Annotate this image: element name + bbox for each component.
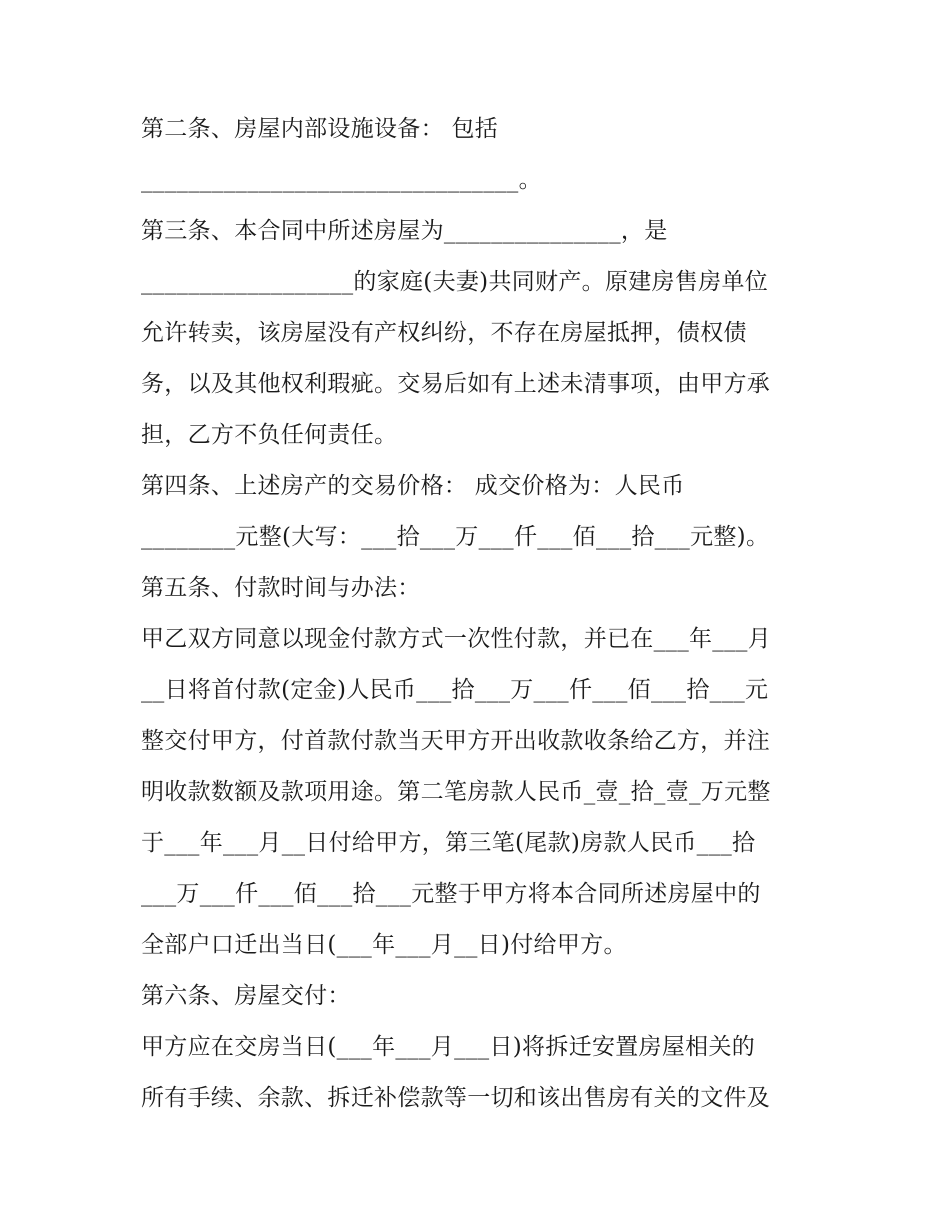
article-5-line-5: 于___年___月__日付给甲方，第三笔(尾款)房款人民币___拾	[141, 830, 756, 856]
article-5-line-4: 明收款数额及款项用途。第二笔房款人民币_壹_拾_壹_万元整	[141, 779, 771, 805]
article-5-line-6: ___万___仟___佰___拾___元整于甲方将本合同所述房屋中的	[141, 881, 761, 907]
article-5-line-7: 全部户口迁出当日(___年___月__日)付给甲方。	[141, 932, 627, 958]
article-3-line-3: 允许转卖，该房屋没有产权纠纷，不存在房屋抵押，债权债	[141, 320, 747, 346]
article-4-line-1: 第四条、上述房产的交易价格： 成交价格为：人民币	[141, 473, 685, 499]
article-6-line-1: 甲方应在交房当日(___年___月___日)将拆迁安置房屋相关的	[141, 1034, 756, 1060]
article-2-blank-line: ________________________________。	[141, 167, 542, 193]
article-3-line-5: 担，乙方不负任何责任。	[141, 422, 398, 448]
contract-body	[141, 104, 821, 1124]
article-6-line-2: 所有手续、余款、拆迁补偿款等一切和该出售房有关的文件及	[141, 1085, 771, 1111]
article-2-heading: 第二条、房屋内部设施设备： 包括	[141, 116, 499, 142]
article-3-line-4: 务，以及其他权利瑕疵。交易后如有上述未清事项，由甲方承	[141, 371, 771, 397]
article-6-heading: 第六条、房屋交付：	[141, 983, 351, 1009]
article-3-line-1: 第三条、本合同中所述房屋为_______________，是	[141, 218, 668, 244]
article-5-heading: 第五条、付款时间与办法：	[141, 575, 421, 601]
article-3-line-2: __________________的家庭(夫妻)共同财产。原建房售房单位	[141, 269, 769, 295]
article-5-line-3: 整交付甲方，付首款付款当天甲方开出收款收条给乙方，并注	[141, 728, 771, 754]
article-5-line-2: __日将首付款(定金)人民币___拾___万___仟___佰___拾___元	[141, 677, 769, 703]
article-4-line-2: ________元整(大写：___拾___万___仟___佰___拾___元整)。	[141, 524, 770, 550]
article-5-line-1: 甲乙双方同意以现金付款方式一次性付款，并已在___年___月	[141, 626, 771, 652]
